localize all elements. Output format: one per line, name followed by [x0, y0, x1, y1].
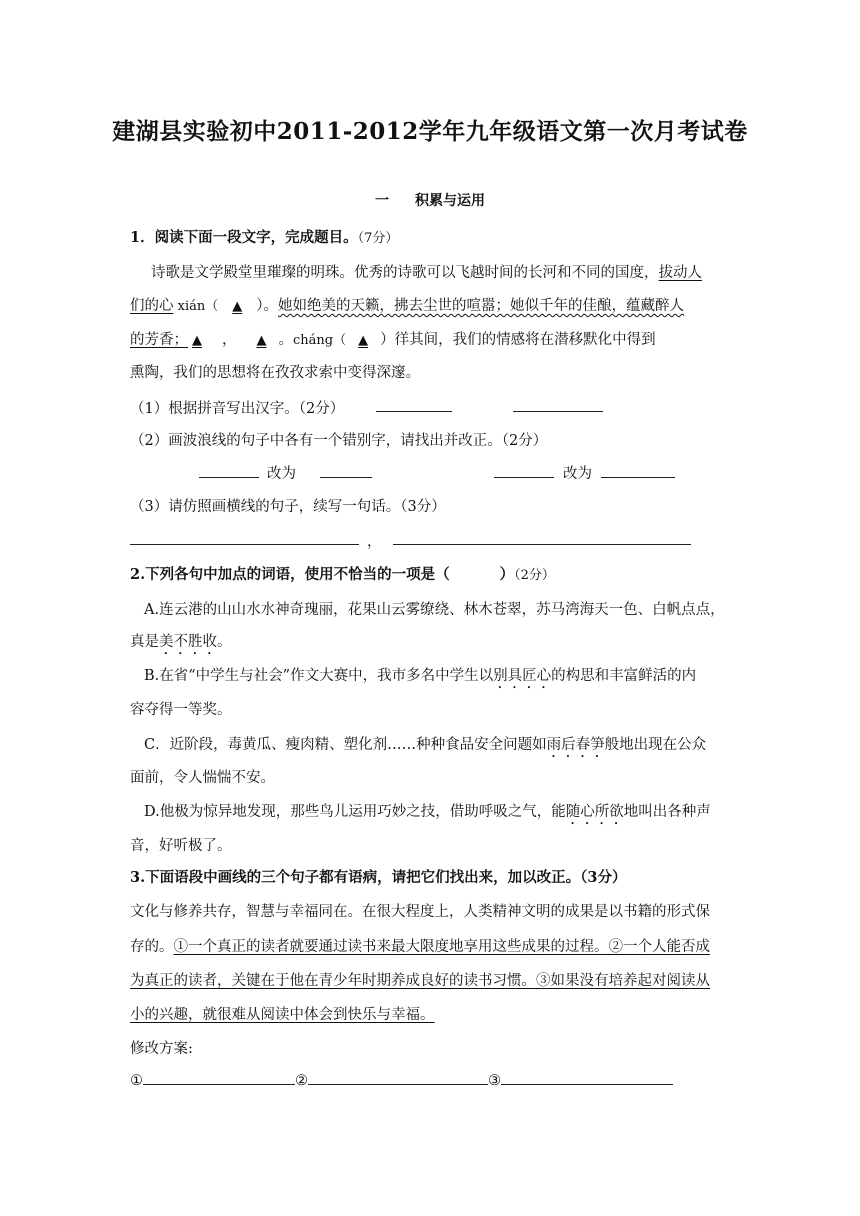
q1-para-line-1 — [151, 261, 702, 282]
q2-option-a-line-2 — [130, 630, 232, 658]
answer-line[interactable] — [393, 530, 691, 545]
q1-sub-2: （2）画波浪线的句子中各有一个错别字，请找出并改正。（2分） — [130, 433, 548, 449]
answer-line[interactable] — [130, 530, 359, 545]
q1-text: ， — [222, 332, 237, 348]
q1-title: 1．阅读下面一段文字，完成题目。 — [130, 229, 358, 246]
dotted-phrase: 随心所欲 — [565, 804, 624, 820]
q3-plan-label: 修改方案: — [130, 1041, 193, 1057]
q1-wavy-sentence: 她如绝美的天籁，拂去尘世的喧嚣；她似千年的佳酿，蕴藏醉人 — [278, 298, 684, 314]
q2-heading — [130, 563, 555, 584]
q2-text: B.在省“中学生与社会”作文大赛中，我市多名中学生以 — [144, 668, 494, 684]
q1-heading — [130, 226, 398, 247]
q3-para-line-2 — [130, 935, 710, 956]
answer-blank-2[interactable] — [188, 332, 214, 348]
answer-line[interactable] — [513, 397, 603, 412]
q2-option-c-line-2: 面前，令人惴惴不安。 — [130, 770, 275, 786]
answer-line[interactable] — [494, 463, 554, 478]
q2-title: 2.下列各句中加点的词语，使用不恰当的一项是（ — [130, 566, 450, 583]
q3-underlined-sentence: ①一个真正的读者就要通过读书来最大限度地享用这些成果的过程。②一个人能否成 — [173, 939, 710, 955]
q2-text: 般地出现在公众 — [604, 737, 707, 753]
q1-sub-3: （3）请仿照画横线的句子，续写一句话。（3分） — [130, 499, 446, 515]
q2-text: 的构思和丰富鲜活的内 — [551, 668, 697, 684]
q2-option-d-line-1 — [144, 800, 711, 828]
circled-three: ③ — [488, 1073, 501, 1089]
q2-option-c-line-1 — [144, 733, 706, 761]
q1-text: ）徉其间，我们的情感将在潜移默化中得到 — [380, 332, 656, 348]
page-title: 建湖县实验初中2011-2012学年九年级语文第一次月考试卷 — [112, 118, 748, 145]
q1-underlined-text: 拔动人 — [658, 265, 702, 281]
q2-text: 。 — [217, 634, 232, 650]
q1-underlined-text: 们的心 — [130, 298, 174, 314]
q2-text: 地叫出各种声 — [623, 804, 711, 820]
q1-para-line-3 — [130, 328, 656, 349]
q2-text: C．近阶段，毒黄瓜、瘦肉精、塑化剂……种种食品安全问题如 — [144, 737, 547, 753]
answer-blank-3[interactable] — [245, 332, 279, 348]
q1-sub-1 — [130, 397, 344, 418]
q3-para-line-4: 小的兴趣，就很难从阅读中体会到快乐与幸福。 — [130, 1007, 435, 1023]
q2-option-d-line-2: 音，好听极了。 — [130, 838, 232, 854]
circled-two: ② — [295, 1073, 308, 1089]
pinyin-chang: cháng（ — [293, 333, 347, 348]
q1-underlined-text: 的芳香； — [130, 332, 188, 348]
answer-line[interactable] — [376, 397, 452, 412]
q2-text: D.他极为惊异地发现，那些鸟儿运用巧妙之技，借助呼吸之气，能 — [144, 804, 566, 820]
triangle-icon: ▲ — [192, 333, 202, 348]
q1-score: （7分） — [357, 231, 399, 246]
answer-line[interactable] — [601, 463, 675, 478]
gaiwei-label: 改为 — [563, 466, 592, 482]
q1-para-line-4: 熏陶，我们的思想将在孜孜求索中变得深邃。 — [130, 365, 420, 381]
gaiwei-label: 改为 — [267, 466, 296, 482]
circled-one: ① — [130, 1073, 143, 1089]
dotted-phrase: 别具匠心 — [493, 668, 552, 684]
q2-option-b-line-1 — [144, 664, 696, 692]
q3-para-line-1: 文化与修养共存，智慧与幸福同在。在很大程度上，人类精神文明的成果是以书籍的形式保 — [130, 904, 710, 920]
section-number: 一 — [375, 193, 389, 209]
q1-sub-1-text: （1）根据拼音写出汉字。（2分） — [130, 401, 345, 417]
answer-blank-1[interactable] — [218, 298, 256, 314]
q3-text: 存的。 — [130, 939, 174, 955]
q2-title-end: ） — [499, 566, 515, 583]
answer-blank-4[interactable] — [346, 332, 380, 348]
q1-para-line-2 — [130, 294, 684, 315]
dotted-phrase: 雨后春笋 — [546, 737, 605, 753]
triangle-icon: ▲ — [256, 333, 267, 348]
q1-sub-3-comma: ， — [367, 534, 382, 550]
q2-option-a-line-1: A.连云港的山山水水神奇瑰丽，花果山云雾缭绕、林木苍翠，苏马湾海天一色、白帆点点， — [144, 602, 725, 618]
q3-answer-row — [130, 1070, 673, 1089]
q2-option-b-line-2: 容夺得一等奖。 — [130, 702, 232, 718]
triangle-icon: ▲ — [358, 333, 369, 348]
section-label: 积累与运用 — [415, 193, 485, 209]
pinyin-xian: xián（ — [173, 299, 219, 314]
q3-heading: 3.下面语段中画线的三个句子都有语病，请把它们找出来，加以改正。（3分） — [130, 869, 627, 886]
dotted-phrase: 美不胜收 — [159, 634, 217, 650]
q1-text: 诗歌是文学殿堂里璀璨的明珠。优秀的诗歌可以飞越时间的长河和不同的国度， — [151, 265, 659, 281]
q3-para-line-3: 为真正的读者，关键在于他在青少年时期养成良好的读书习惯。③如果没有培养起对阅读从 — [130, 973, 710, 989]
answer-line[interactable] — [199, 463, 259, 478]
q2-score: （2分） — [514, 568, 555, 583]
answer-line[interactable] — [308, 1070, 488, 1085]
q1-text: 。 — [278, 332, 293, 348]
q1-text: ）。 — [256, 298, 278, 314]
section-heading — [0, 190, 860, 210]
answer-line[interactable] — [320, 463, 372, 478]
triangle-icon: ▲ — [232, 299, 243, 314]
answer-line[interactable] — [501, 1070, 673, 1085]
q2-text: 真是 — [130, 634, 159, 650]
answer-line[interactable] — [143, 1070, 295, 1085]
